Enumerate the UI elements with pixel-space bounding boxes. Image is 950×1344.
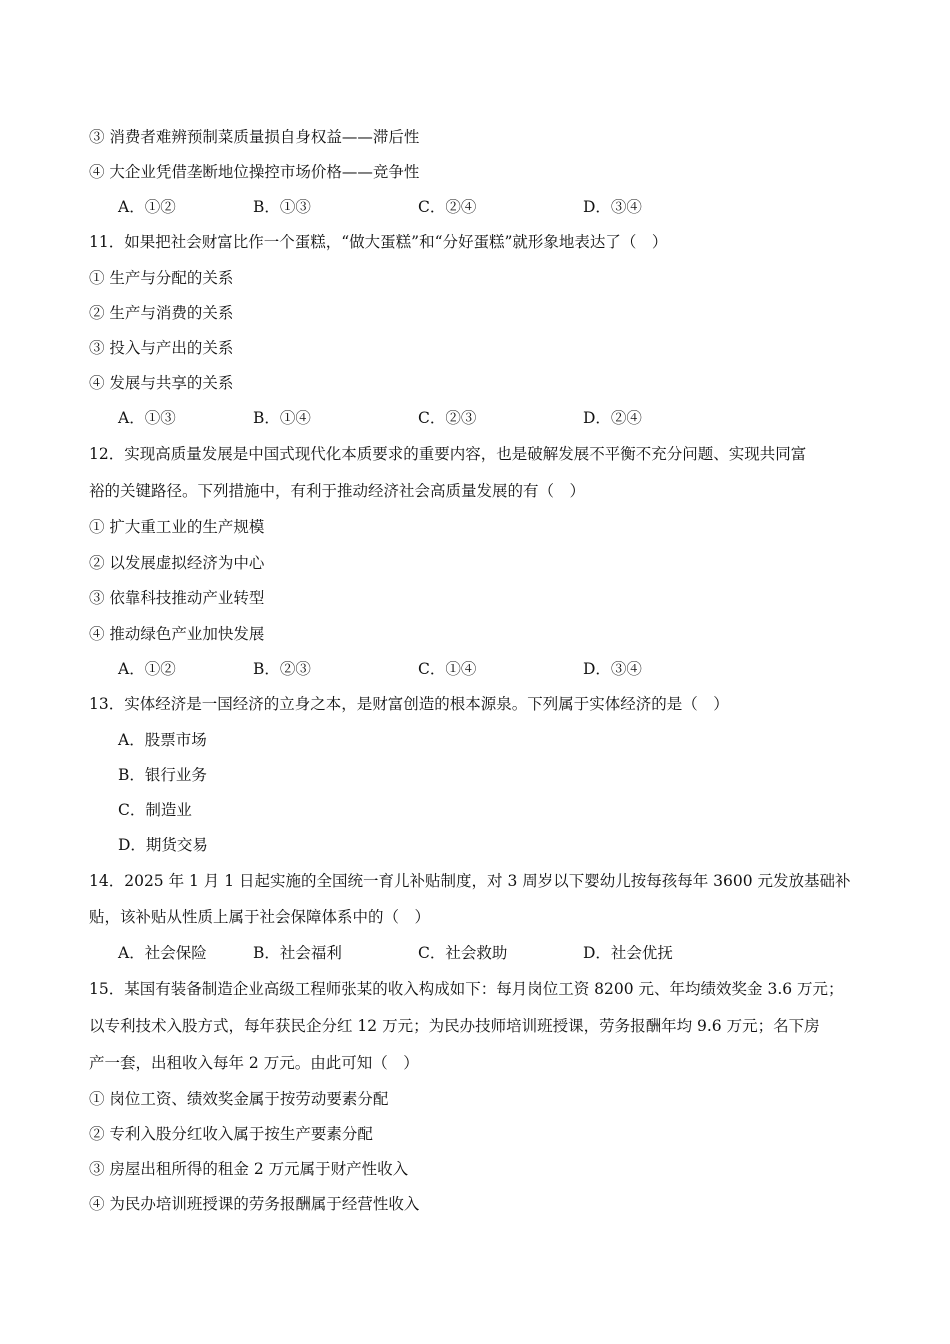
q11-option-a: A．①③ (118, 409, 176, 427)
q12-stem-line-1: 12．实现高质量发展是中国式现代化本质要求的重要内容，也是破解发展不平衡不充分问题、实现共同富 (89, 445, 807, 463)
q15-stem-line-2: 以专利技术入股方式，每年获民企分红 12 万元；为民办技师培训班授课，劳务报酬年均 9.6 万元；名下房 (89, 1017, 820, 1035)
q15-stem-line-3: 产一套，出租收入每年 2 万元。由此可知（ ） (89, 1054, 419, 1072)
q15-statement-1: ① 岗位工资、绩效奖金属于按劳动要素分配 (89, 1090, 389, 1108)
q14-option-c: C．社会救助 (418, 944, 508, 962)
q13-option-d: D．期货交易 (118, 836, 208, 854)
q12-option-d: D．③④ (583, 660, 642, 678)
q12-statement-3: ③ 依靠科技推动产业转型 (89, 589, 265, 607)
q11-option-c: C．②③ (418, 409, 477, 427)
q13-option-b: B．银行业务 (118, 766, 207, 784)
q12-statement-1: ① 扩大重工业的生产规模 (89, 518, 265, 536)
q11-statement-3: ③ 投入与产出的关系 (89, 339, 234, 357)
q15-statement-3: ③ 房屋出租所得的租金 2 万元属于财产性收入 (89, 1160, 409, 1178)
q11-statement-2: ② 生产与消费的关系 (89, 304, 234, 322)
q10-statement-4: ④ 大企业凭借垄断地位操控市场价格——竞争性 (89, 163, 420, 181)
q14-option-a: A．社会保险 (118, 944, 207, 962)
q10-option-b: B．①③ (253, 198, 311, 216)
q14-stem-line-2: 贴，该补贴从性质上属于社会保障体系中的（ ） (89, 908, 431, 926)
q12-option-b: B．②③ (253, 660, 311, 678)
q10-statement-3: ③ 消费者难辨预制菜质量损自身权益——滞后性 (89, 128, 420, 146)
q15-stem-line-1: 15．某国有装备制造企业高级工程师张某的收入构成如下：每月岗位工资 8200 元、年均绩效奖金 3.6 万元； (89, 980, 844, 998)
q13-option-a: A．股票市场 (118, 731, 207, 749)
q13-option-c: C．制造业 (118, 801, 192, 819)
q12-option-a: A．①② (118, 660, 176, 678)
q11-statement-4: ④ 发展与共享的关系 (89, 374, 234, 392)
q14-stem-line-1: 14．2025 年 1 月 1 日起实施的全国统一育儿补贴制度，对 3 周岁以下婴幼儿按每孩每年 3600 元发放基础补 (89, 872, 851, 890)
q11-option-b: B．①④ (253, 409, 311, 427)
q13-stem: 13．实体经济是一国经济的立身之本，是财富创造的根本源泉。下列属于实体经济的是（ ） (89, 695, 729, 713)
q11-option-d: D．②④ (583, 409, 642, 427)
q15-statement-2: ② 专利入股分红收入属于按生产要素分配 (89, 1125, 373, 1143)
q12-stem-line-2: 裕的关键路径。下列措施中，有利于推动经济社会高质量发展的有（ ） (89, 482, 586, 500)
q12-statement-2: ② 以发展虚拟经济为中心 (89, 554, 265, 572)
q14-option-b: B．社会福利 (253, 944, 342, 962)
q11-statement-1: ① 生产与分配的关系 (89, 269, 234, 287)
q12-option-c: C．①④ (418, 660, 477, 678)
q10-option-a: A．①② (118, 198, 176, 216)
q12-statement-4: ④ 推动绿色产业加快发展 (89, 625, 265, 643)
q15-statement-4: ④ 为民办培训班授课的劳务报酬属于经营性收入 (89, 1195, 420, 1213)
q11-stem: 11．如果把社会财富比作一个蛋糕，“做大蛋糕”和“分好蛋糕”就形象地表达了（ ） (89, 233, 668, 251)
q14-option-d: D．社会优抚 (583, 944, 673, 962)
q10-option-d: D．③④ (583, 198, 642, 216)
q10-option-c: C．②④ (418, 198, 477, 216)
